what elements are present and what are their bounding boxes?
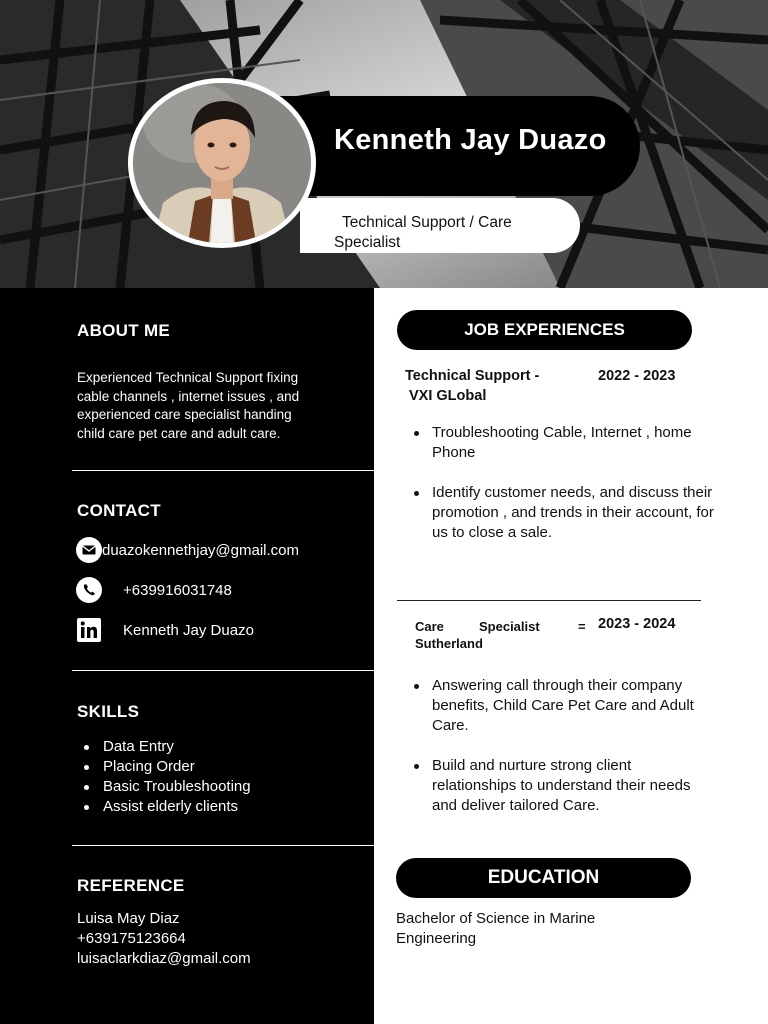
profile-photo	[128, 78, 316, 248]
reference-heading: REFERENCE	[77, 876, 185, 895]
skill-item: Basic Troubleshooting	[78, 777, 251, 797]
skills-list	[78, 737, 251, 817]
job-2-years: 2023 - 2024	[598, 616, 676, 632]
skills-heading: SKILLS	[77, 702, 140, 721]
job-1-title	[405, 366, 539, 406]
contact-linkedin[interactable]: Kenneth Jay Duazo	[123, 621, 254, 639]
job-1-years: 2022 - 2023	[598, 368, 676, 384]
envelope-icon	[76, 537, 102, 563]
candidate-name: Kenneth Jay Duazo	[334, 124, 607, 156]
contact-email[interactable]: duazokennethjay@gmail.com	[102, 541, 299, 559]
job-2-bullet: Answering call through their company benefits, Child Care Pet Care and Adult Care.	[397, 676, 717, 736]
left-divider	[72, 670, 374, 671]
reference-phone: +639175123664	[77, 930, 186, 947]
job-1-bullets	[397, 423, 717, 563]
about-me-text: Experienced Technical Support fixing cable channels , internet issues , and experienced care specialist handing child care pet care and adult care.	[77, 370, 300, 441]
job-experiences-heading: JOB EXPERIENCES	[397, 310, 692, 350]
job-1-title-line1: Technical Support -	[405, 368, 540, 384]
job-2-title-part2: Specialist	[479, 619, 540, 634]
contact-phone[interactable]: +639916031748	[123, 581, 232, 599]
job-1-bullet: Identify customer needs, and discuss their promotion , and trends in their account, for us to close a sale.	[397, 483, 717, 543]
job-2-company: Sutherland	[415, 636, 483, 651]
reference-name: Luisa May Diaz	[77, 910, 180, 927]
left-divider	[72, 845, 374, 846]
reference-email: luisaclarkdiaz@gmail.com	[77, 950, 251, 967]
reference-block	[77, 909, 251, 969]
contact-phone-row	[76, 577, 232, 603]
linkedin-icon	[76, 617, 102, 643]
job-2-bullets	[397, 676, 717, 836]
job-2-title	[415, 618, 595, 652]
right-divider	[397, 600, 701, 601]
contact-linkedin-row	[76, 617, 254, 643]
education-heading: EDUCATION	[396, 858, 691, 898]
contact-heading: CONTACT	[77, 501, 161, 520]
skill-item: Assist elderly clients	[78, 797, 251, 817]
left-divider	[72, 470, 374, 471]
job-1-company: VXI GLobal	[409, 388, 487, 404]
education-degree: Bachelor of Science in Marine Engineering	[396, 910, 596, 947]
job-1-bullet: Troubleshooting Cable, Internet , home Phone	[397, 423, 717, 463]
job-2-title-part1: Care	[415, 619, 444, 634]
candidate-job-title: Technical Support / Care Specialist	[334, 214, 512, 251]
job-2-title-separator: =	[578, 619, 586, 634]
skill-item: Placing Order	[78, 757, 251, 777]
contact-email-row	[76, 537, 299, 563]
skill-item: Data Entry	[78, 737, 251, 757]
phone-icon	[76, 577, 102, 603]
job-2-bullet: Build and nurture strong client relationships to understand their needs and deliver tailored Care.	[397, 756, 717, 816]
about-me-heading: ABOUT ME	[77, 321, 171, 340]
